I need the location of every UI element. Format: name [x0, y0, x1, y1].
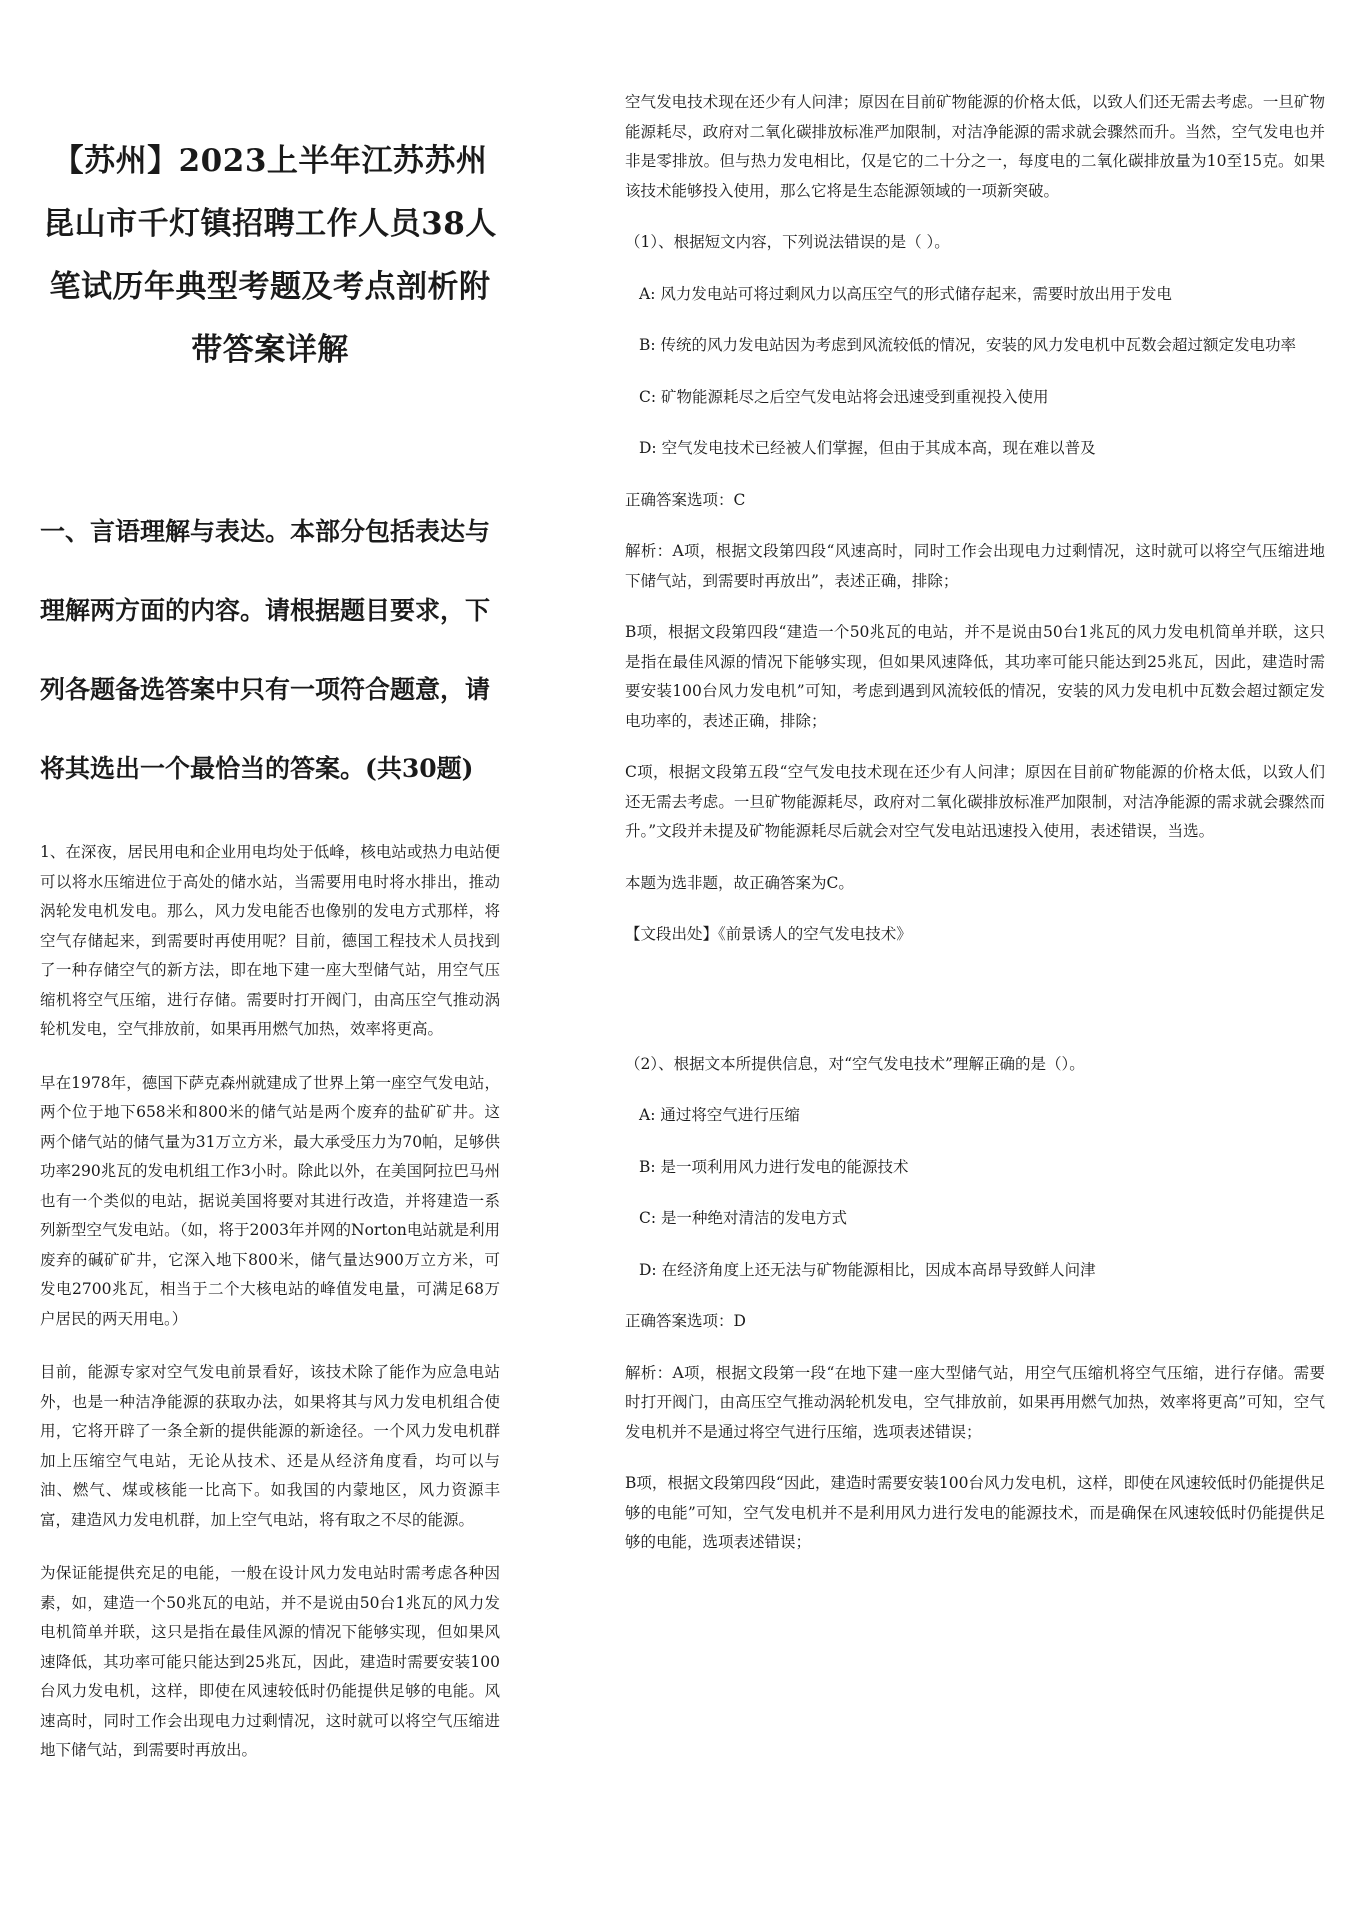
question-1-conclusion: 本题为选非题，故正确答案为C。	[625, 873, 854, 892]
question-1-option-b: B: 传统的风力发电站因为考虑到风流较低的情况，安装的风力发电机中瓦数会超过额定发电功率	[639, 336, 1297, 354]
question-2-answer: 正确答案选项：D	[625, 1312, 746, 1330]
passage-paragraph-5: 空气发电技术现在还少有人问津；原因在目前矿物能源的价格太低，以致人们还无需去考虑。一旦矿物能源耗尽，政府对二氧化碳排放标准严加限制，对洁净能源的需求就会骤然而升。当然，空气发电也并非是零排放。但与热力发电相比，仅是它的二十分之一，每度电的二氧化碳排放量为10至15克。如果该技术能够投入使用，那么它将是生态能源领域的一项新突破。	[625, 93, 1325, 200]
right-column	[625, 88, 1325, 1558]
passage-paragraph-4: 为保证能提供充足的电能，一般在设计风力发电站时需考虑各种因素，如，建造一个50兆瓦的电站，并不是说由50台1兆瓦的风力发电机简单并联，这只是指在最佳风源的情况下能够实现，但如果风速降低，其功率可能只能达到25兆瓦，因此，建造时需要安装100台风力发电机，这样，即使在风速较低时仍能提供足够的电能。风速高时，同时工作会出现电力过剩情况，这时就可以将空气压缩进地下储气站，到需要时再放出。	[40, 1564, 500, 1759]
question-2-option-d: D: 在经济角度上还无法与矿物能源相比，因成本高昂导致鲜人问津	[639, 1260, 1096, 1279]
question-2-analysis-b: B项，根据文段第四段“因此，建造时需要安装100台风力发电机，这样，即使在风速较低时仍能提供足够的电能”可知，空气发电机并不是利用风力进行发电的能源技术，而是确保在风速较低时仍能提供足够的电能，选项表述错误；	[625, 1474, 1325, 1551]
question-1-source: 【文段出处】《前景诱人的空气发电技术》	[625, 925, 912, 943]
question-1-answer: 正确答案选项：C	[625, 490, 746, 509]
passage-paragraph-1: 1、在深夜，居民用电和企业用电均处于低峰，核电站或热力电站便可以将水压缩进位于高处的储水站，当需要用电时将水排出，推动涡轮发电机发电。那么，风力发电能否也像别的发电方式那样，将空气存储起来，到需要时再使用呢？目前，德国工程技术人员找到了一种存储空气的新方法，即在地下建一座大型储气站，用空气压缩机将空气压缩，进行存储。需要时打开阀门，由高压空气推动涡轮机发电，空气排放前，如果再用燃气加热，效率将更高。	[40, 843, 500, 1038]
left-column	[40, 130, 500, 1766]
question-1-analysis-a: 解析：A项，根据文段第四段“风速高时，同时工作会出现电力过剩情况，这时就可以将空气压缩进地下储气站，到需要时再放出”，表述正确，排除；	[625, 542, 1325, 590]
question-2-analysis-a: 解析：A项，根据文段第一段“在地下建一座大型储气站，用空气压缩机将空气压缩，进行存储。需要时打开阀门，由高压空气推动涡轮机发电，空气排放前，如果再用燃气加热，效率将更高”可知，空气发电机并不是通过将空气进行压缩，选项表述错误；	[625, 1363, 1325, 1441]
question-1-stem: （1）、根据短文内容，下列说法错误的是（ ）。	[625, 233, 950, 251]
question-1-option-a: A: 风力发电站可将过剩风力以高压空气的形式储存起来，需要时放出用于发电	[639, 284, 1172, 303]
question-2-option-a: A: 通过将空气进行压缩	[639, 1106, 800, 1124]
passage-paragraph-3: 目前，能源专家对空气发电前景看好，该技术除了能作为应急电站外，也是一种洁净能源的获取办法，如果将其与风力发电机组合使用，它将开辟了一条全新的提供能源的新途径。一个风力发电机群加上压缩空气电站，无论从技术、还是从经济角度看，均可以与油、燃气、煤或核能一比高下。如我国的内蒙地区，风力资源丰富，建造风力发电机群，加上空气电站，将有取之不尽的能源。	[40, 1363, 500, 1529]
document-title: 【苏州】2023上半年江苏苏州昆山市千灯镇招聘工作人员38人笔试历年典型考题及考点剖析附带答案详解	[43, 143, 497, 368]
passage-paragraph-2: 早在1978年，德国下萨克森州就建成了世界上第一座空气发电站，两个位于地下658米和800米的储气站是两个废弃的盐矿矿井。这两个储气站的储气量为31万立方米，最大承受压力为70帕，足够供功率290兆瓦的发电机组工作3小时。除此以外，在美国阿拉巴马州也有一个类似的电站，据说美国将要对其进行改造，并将建造一系列新型空气发电站。（如，将于2003年并网的Norton电站就是利用废弃的碱矿矿井，它深入地下800米，储气量达900万立方米，可发电2700兆瓦，相当于二个大核电站的峰值发电量，可满足68万户居民的两天用电。）	[40, 1073, 500, 1328]
question-1-option-d: D: 空气发电技术已经被人们掌握，但由于其成本高，现在难以普及	[639, 439, 1096, 457]
question-1-analysis-b: B项，根据文段第四段“建造一个50兆瓦的电站，并不是说由50台1兆瓦的风力发电机简单并联，这只是指在最佳风源的情况下能够实现，但如果风速降低，其功率可能只能达到25兆瓦，因此，建造时需要安装100台风力发电机”可知，考虑到遇到风流较低的情况，安装的风力发电机中瓦数会超过额定发电功率的，表述正确，排除；	[625, 623, 1325, 730]
question-1-analysis-c: C项，根据文段第五段“空气发电技术现在还少有人问津；原因在目前矿物能源的价格太低，以致人们还无需去考虑。一旦矿物能源耗尽，政府对二氧化碳排放标准严加限制，对洁净能源的需求就会骤然而升。”文段并未提及矿物能源耗尽后就会对空气发电站迅速投入使用，表述错误，当选。	[625, 763, 1325, 840]
question-2-stem: （2）、根据文本所提供信息，对“空气发电技术”理解正确的是（）。	[625, 1054, 1085, 1073]
section-heading: 一、言语理解与表达。本部分包括表达与理解两方面的内容。请根据题目要求，下列各题备选答案中只有一项符合题意，请将其选出一个最恰当的答案。(共30题)	[40, 517, 491, 783]
question-2-option-c: C: 是一种绝对清洁的发电方式	[639, 1209, 848, 1227]
question-1-option-c: C: 矿物能源耗尽之后空气发电站将会迅速受到重视投入使用	[639, 387, 1049, 406]
question-2-option-b: B: 是一项利用风力进行发电的能源技术	[639, 1157, 909, 1176]
